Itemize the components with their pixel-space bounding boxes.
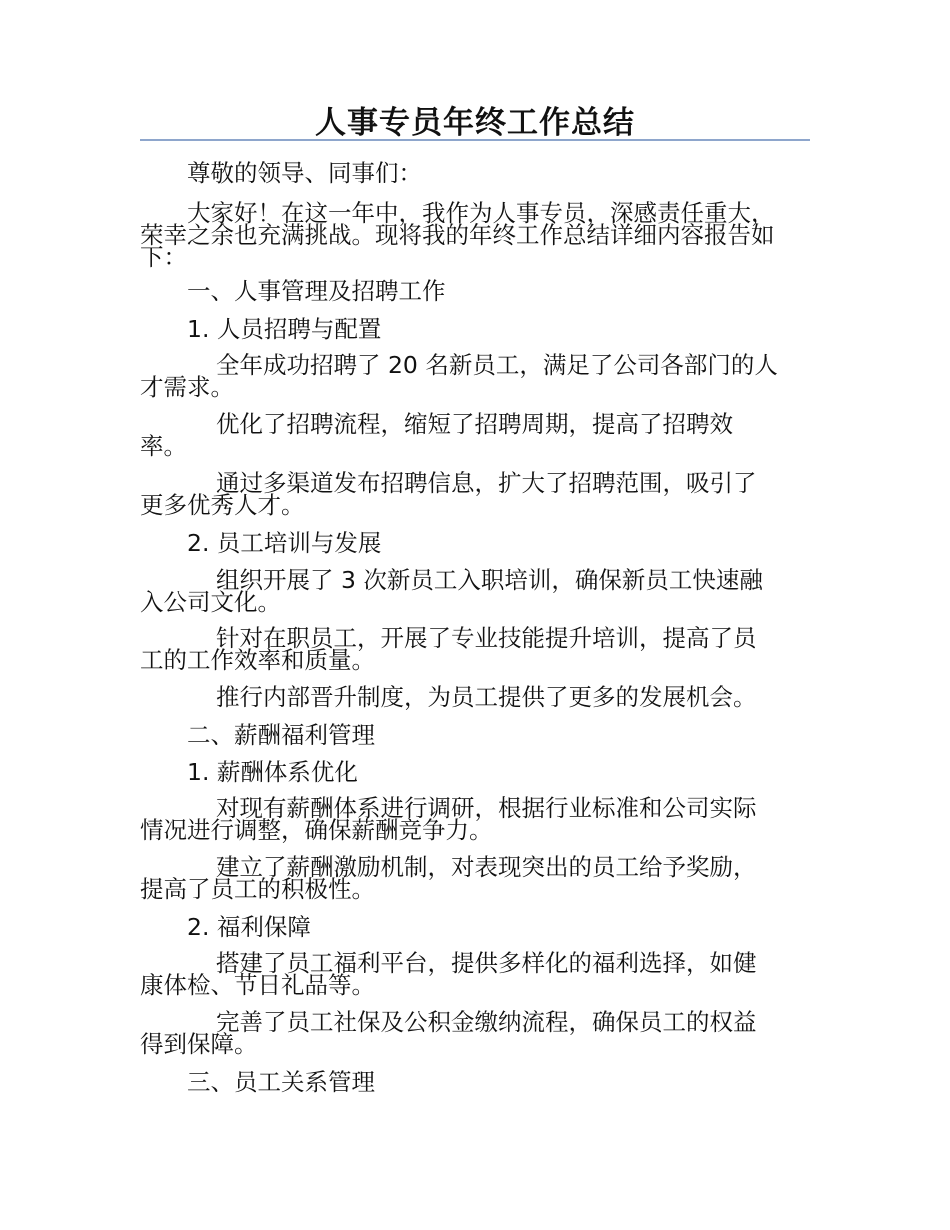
section-heading-3: [140, 1070, 810, 1095]
body-paragraph: [140, 685, 810, 710]
text-line: 推行内部晋升制度，为员工提供了更多的发展机会。: [216, 683, 757, 711]
text-line: 完善了员工社保及公积金缴纳流程，确保员工的权益: [216, 1008, 757, 1036]
body-paragraph: [140, 624, 810, 674]
text-line: 全年成功招聘了 20 名新员工，满足了公司各部门的人: [216, 351, 778, 379]
text-line: 一、人事管理及招聘工作: [187, 277, 446, 305]
text-line: 提高了员工的积极性。: [140, 875, 375, 903]
text-line: 二、薪酬福利管理: [187, 721, 375, 749]
document-title: 人事专员年终工作总结: [315, 105, 635, 141]
subsection-heading-2-1: [140, 760, 810, 785]
text-line: 2. 员工培训与发展: [187, 529, 382, 557]
body-paragraph: [140, 949, 810, 999]
text-line: 工的工作效率和质量。: [140, 646, 375, 674]
text-line: 搭建了员工福利平台，提供多样化的福利选择，如健: [216, 949, 757, 977]
body-paragraph: [140, 1008, 810, 1058]
text-line: 三、员工关系管理: [187, 1068, 375, 1096]
text-line: 优化了招聘流程，缩短了招聘周期，提高了招聘效: [216, 410, 733, 438]
text-line: 组织开展了 3 次新员工入职培训，确保新员工快速融: [216, 566, 763, 594]
text-line: 针对在职员工，开展了专业技能提升培训，提高了员: [216, 624, 757, 652]
body-paragraph: [140, 410, 810, 460]
text-line: 才需求。: [140, 373, 234, 401]
text-line: 1. 人员招聘与配置: [187, 315, 382, 343]
subsection-heading-2-2: [140, 915, 810, 940]
intro-paragraph: [140, 199, 810, 271]
text-line: 建立了薪酬激励机制，对表现突出的员工给予奖励，: [216, 853, 757, 881]
greeting-paragraph: [140, 161, 810, 186]
subsection-heading-1-1: [140, 317, 810, 342]
text-line: 下：: [140, 243, 187, 271]
text-line: 尊敬的领导、同事们：: [187, 159, 422, 187]
body-paragraph: [140, 566, 810, 616]
text-line: 大家好！在这一年中，我作为人事专员，深感责任重大，: [187, 199, 775, 227]
text-line: 率。: [140, 432, 187, 460]
section-heading-2: [140, 723, 810, 748]
subsection-heading-1-2: [140, 531, 810, 556]
text-line: 1. 薪酬体系优化: [187, 758, 358, 786]
body-paragraph: [140, 794, 810, 844]
text-line: 情况进行调整，确保薪酬竞争力。: [140, 816, 493, 844]
body-paragraph: [140, 853, 810, 903]
text-line: 通过多渠道发布招聘信息，扩大了招聘范围，吸引了: [216, 469, 757, 497]
text-line: 对现有薪酬体系进行调研，根据行业标准和公司实际: [216, 794, 757, 822]
text-line: 康体检、节日礼品等。: [140, 971, 375, 999]
title-underline: [140, 139, 810, 141]
body-paragraph: [140, 469, 810, 519]
text-line: 更多优秀人才。: [140, 491, 305, 519]
text-line: 2. 福利保障: [187, 913, 311, 941]
text-line: 入公司文化。: [140, 588, 281, 616]
section-heading-1: [140, 279, 810, 304]
body-paragraph: [140, 351, 810, 401]
text-line: 得到保障。: [140, 1030, 258, 1058]
text-line: 荣幸之余也充满挑战。现将我的年终工作总结详细内容报告如: [140, 221, 775, 249]
